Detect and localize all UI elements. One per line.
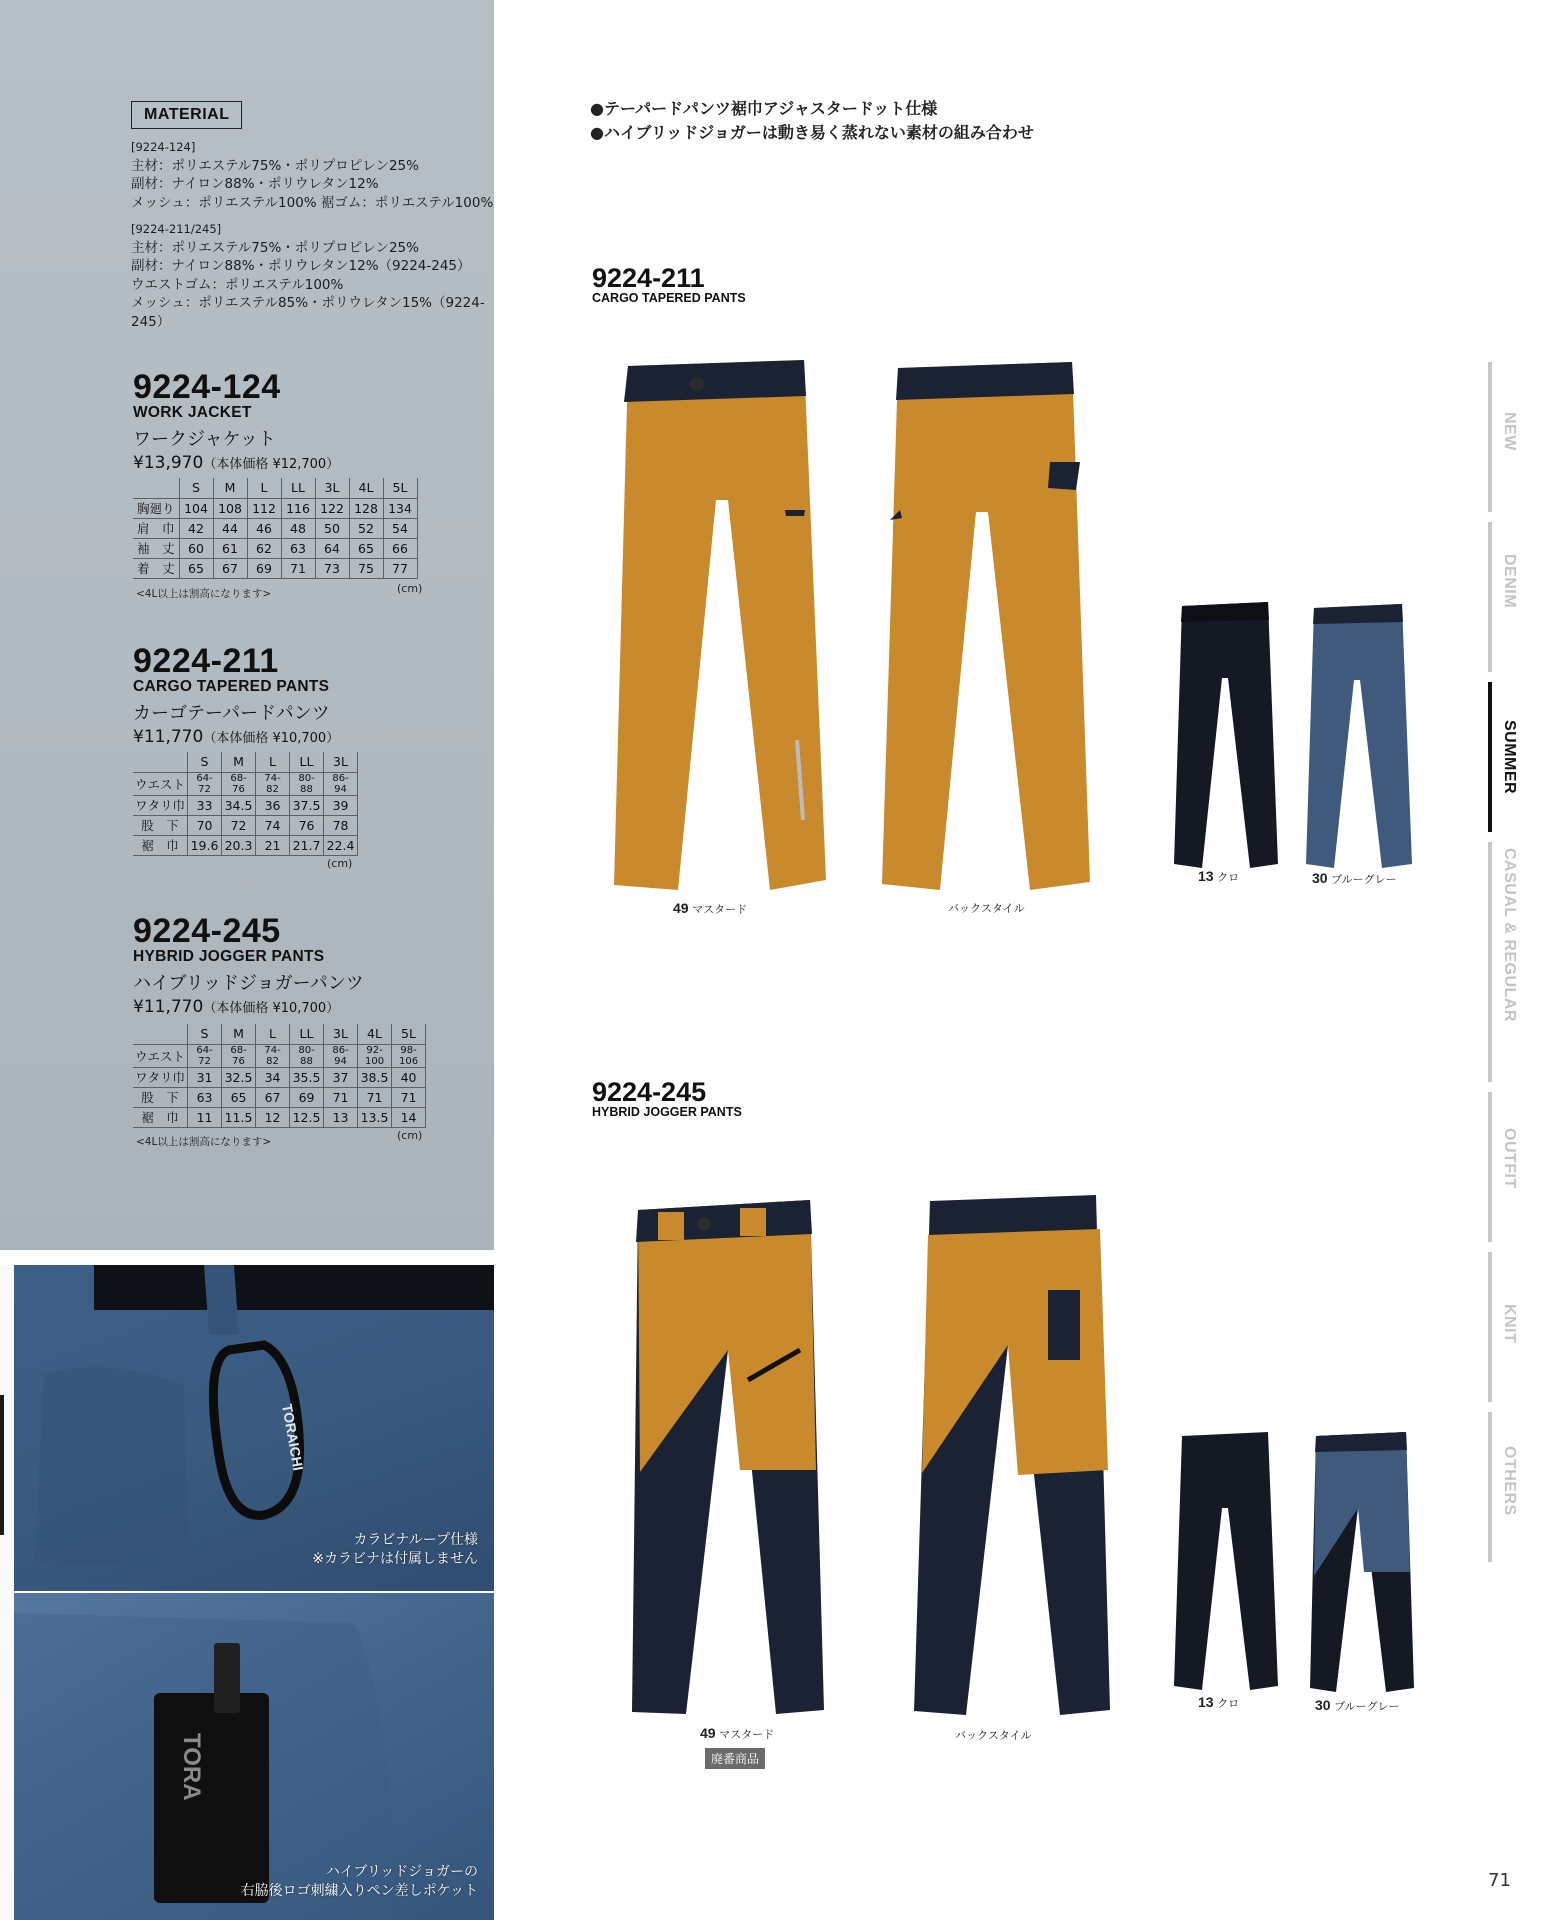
size-cell: 69 xyxy=(247,558,281,578)
row-label: 袖 丈 xyxy=(133,538,179,558)
size-cell: 35.5 xyxy=(290,1067,324,1087)
size-cell: 42 xyxy=(179,518,213,538)
nav-item-knit[interactable]: KNIT xyxy=(1488,1252,1518,1402)
size-cell: 80-88 xyxy=(290,1044,324,1067)
table-row xyxy=(133,835,358,855)
jogger-pants-bluegray-image xyxy=(1306,1432,1416,1694)
size-label: L xyxy=(247,478,281,498)
size-label: 3L xyxy=(315,478,349,498)
size-cell: 11.5 xyxy=(222,1107,256,1127)
size-cell: 74-82 xyxy=(256,1044,290,1067)
size-label: 3L xyxy=(324,1024,358,1044)
section-name: HYBRID JOGGER PANTS xyxy=(592,1105,742,1119)
color-caption: 13 クロ xyxy=(1198,1694,1240,1710)
product-name-ja: ハイブリッドジョガーパンツ xyxy=(133,973,364,994)
size-label: LL xyxy=(290,752,324,772)
size-cell: 50 xyxy=(315,518,349,538)
size-cell: 64-72 xyxy=(188,1044,222,1067)
feature-bullet: ●テーパードパンツ裾巾アジャスタードット仕様 xyxy=(590,99,938,118)
size-cell: 122 xyxy=(315,498,349,518)
size-cell: 14 xyxy=(392,1107,426,1127)
table-row xyxy=(133,558,417,578)
size-cell: 39 xyxy=(324,795,358,815)
size-cell: 13 xyxy=(324,1107,358,1127)
product-header-245 xyxy=(133,914,364,1020)
product-price: ¥11,770（本体価格 ¥10,700） xyxy=(133,997,340,1017)
color-caption: 49 マスタード xyxy=(700,1725,775,1741)
table-row xyxy=(133,1067,426,1087)
material-block-124: [9224-124] 主材：ポリエステル75%・ポリプロピレン25% 副材：ナイロン88%・ポリウレタン12% メッシュ：ポリエステル100% 裾ゴム：ポリエステル100% xyxy=(131,140,494,211)
size-cell: 68-76 xyxy=(222,1044,256,1067)
size-cell: 37 xyxy=(324,1067,358,1087)
section-number: 9224-211 xyxy=(592,263,705,293)
size-cell: 34.5 xyxy=(222,795,256,815)
svg-text:TORAICHI: TORAICHI xyxy=(279,1402,307,1472)
size-label: 4L xyxy=(358,1024,392,1044)
size-cell: 78 xyxy=(324,815,358,835)
product-header-211 xyxy=(133,644,339,750)
size-header-row xyxy=(133,478,417,498)
product-name-ja: カーゴテーパードパンツ xyxy=(133,703,330,724)
size-label: L xyxy=(256,1024,290,1044)
row-label: 裾 巾 xyxy=(133,1107,188,1127)
size-label: M xyxy=(213,478,247,498)
color-caption: バックスタイル xyxy=(955,1729,1032,1742)
size-label: M xyxy=(222,1024,256,1044)
size-label: S xyxy=(188,752,222,772)
row-label: 裾 巾 xyxy=(133,835,188,855)
size-cell: 13.5 xyxy=(358,1107,392,1127)
jogger-pants-black-image xyxy=(1170,1432,1280,1692)
product-price: ¥11,770（本体価格 ¥10,700） xyxy=(133,727,340,747)
carabiner-caption: カラビナループ仕様 ※カラビナは付属しません xyxy=(312,1532,478,1567)
spec-panel xyxy=(0,0,494,1250)
size-cell: 22.4 xyxy=(324,835,358,855)
size-note: <4L以上は割高になります> xyxy=(136,588,272,600)
table-row xyxy=(133,1044,426,1067)
size-cell: 44 xyxy=(213,518,247,538)
size-header-row xyxy=(133,752,358,772)
size-label: 3L xyxy=(324,752,358,772)
size-table-245 xyxy=(133,1024,426,1128)
size-cell: 73 xyxy=(315,558,349,578)
size-cell: 71 xyxy=(358,1087,392,1107)
size-cell: 31 xyxy=(188,1067,222,1087)
nav-item-outfit[interactable]: OUTFIT xyxy=(1488,1092,1518,1242)
size-cell: 52 xyxy=(349,518,383,538)
nav-item-new[interactable]: NEW xyxy=(1488,362,1518,512)
size-cell: 71 xyxy=(392,1087,426,1107)
product-name-en: WORK JACKET xyxy=(133,404,252,421)
size-cell: 116 xyxy=(281,498,315,518)
size-cell: 64-72 xyxy=(188,772,222,795)
discontinued-badge: 廃番商品 xyxy=(705,1748,765,1769)
row-label: ウエスト xyxy=(133,772,188,795)
product-name-en: HYBRID JOGGER PANTS xyxy=(133,948,325,965)
row-label: ウエスト xyxy=(133,1044,188,1067)
section-number: 9224-245 xyxy=(592,1077,707,1107)
row-label: 胸廻り xyxy=(133,498,179,518)
table-row xyxy=(133,772,358,795)
product-header-124 xyxy=(133,370,339,476)
cargo-pants-black-image xyxy=(1170,602,1280,870)
size-cell: 104 xyxy=(179,498,213,518)
size-label: LL xyxy=(290,1024,324,1044)
size-cell: 71 xyxy=(281,558,315,578)
size-cell: 11 xyxy=(188,1107,222,1127)
size-cell: 128 xyxy=(349,498,383,518)
table-row xyxy=(133,518,417,538)
size-cell: 48 xyxy=(281,518,315,538)
size-cell: 38.5 xyxy=(358,1067,392,1087)
product-number: 9224-245 xyxy=(133,912,281,950)
edge-strip xyxy=(0,1265,14,1920)
size-cell: 86-94 xyxy=(324,772,358,795)
size-cell: 63 xyxy=(188,1087,222,1107)
size-cell: 65 xyxy=(349,538,383,558)
size-label: 4L xyxy=(349,478,383,498)
nav-item-others[interactable]: OTHERS xyxy=(1488,1412,1518,1562)
material-block-211-245: [9224-211/245] 主材：ポリエステル75%・ポリプロピレン25% 副材：ナイロン88%・ポリウレタン12%（9224-245） ウエストゴム：ポリエステル100% メッシュ：ポリエステル85%・ポリウレタン15%（9224-245） xyxy=(131,222,485,330)
size-cell: 80-88 xyxy=(290,772,324,795)
size-cell: 77 xyxy=(383,558,417,578)
cargo-pants-bluegray-image xyxy=(1302,604,1414,870)
nav-item-summer[interactable]: SUMMER xyxy=(1488,682,1518,832)
size-table-124 xyxy=(133,478,418,579)
color-caption: 30 ブルーグレー xyxy=(1315,1697,1400,1713)
jogger-pants-front-image xyxy=(628,1200,838,1720)
size-cell: 67 xyxy=(256,1087,290,1107)
size-label: L xyxy=(256,752,290,772)
size-label: S xyxy=(179,478,213,498)
product-name-en: CARGO TAPERED PANTS xyxy=(133,678,330,695)
page-number: 71 xyxy=(1488,1870,1511,1891)
size-cell: 32.5 xyxy=(222,1067,256,1087)
cargo-pants-back-image xyxy=(880,362,1090,892)
size-note: <4L以上は割高になります> xyxy=(136,1136,272,1148)
size-cell: 70 xyxy=(188,815,222,835)
nav-item-denim[interactable]: DENIM xyxy=(1488,522,1518,672)
table-row xyxy=(133,498,417,518)
size-cell: 112 xyxy=(247,498,281,518)
color-caption: 30 ブルーグレー xyxy=(1312,870,1397,886)
size-label: S xyxy=(188,1024,222,1044)
size-cell: 76 xyxy=(290,815,324,835)
size-cell: 12.5 xyxy=(290,1107,324,1127)
product-price: ¥13,970（本体価格 ¥12,700） xyxy=(133,453,340,473)
row-label: ワタリ巾 xyxy=(133,1067,188,1087)
size-header-row xyxy=(133,1024,426,1044)
nav-item-casual-regular[interactable]: CASUAL & REGULAR xyxy=(1488,842,1518,1082)
product-name-ja: ワークジャケット xyxy=(133,429,276,450)
table-row xyxy=(133,815,358,835)
size-cell: 63 xyxy=(281,538,315,558)
row-label: 着 丈 xyxy=(133,558,179,578)
size-unit: (cm) xyxy=(327,857,353,870)
row-label: 股 下 xyxy=(133,1087,188,1107)
table-row xyxy=(133,1107,426,1127)
size-cell: 33 xyxy=(188,795,222,815)
size-cell: 40 xyxy=(392,1067,426,1087)
material-badge: MATERIAL xyxy=(131,101,242,129)
size-cell: 65 xyxy=(179,558,213,578)
size-cell: 65 xyxy=(222,1087,256,1107)
table-row xyxy=(133,1087,426,1107)
size-cell: 20.3 xyxy=(222,835,256,855)
size-cell: 134 xyxy=(383,498,417,518)
size-cell: 12 xyxy=(256,1107,290,1127)
product-number: 9224-211 xyxy=(133,642,279,680)
size-label: 5L xyxy=(392,1024,426,1044)
size-cell: 67 xyxy=(213,558,247,578)
size-cell: 108 xyxy=(213,498,247,518)
table-row xyxy=(133,538,417,558)
size-cell: 46 xyxy=(247,518,281,538)
size-cell: 61 xyxy=(213,538,247,558)
size-cell: 92-100 xyxy=(358,1044,392,1067)
feature-bullet: ●ハイブリッドジョガーは動き易く蒸れない素材の組み合わせ xyxy=(590,123,1034,142)
row-label: 肩 巾 xyxy=(133,518,179,538)
size-cell: 64 xyxy=(315,538,349,558)
size-cell: 60 xyxy=(179,538,213,558)
svg-text:TORA: TORA xyxy=(178,1733,205,1801)
size-table-211 xyxy=(133,752,358,856)
row-label: ワタリ巾 xyxy=(133,795,188,815)
pen-pocket-photo xyxy=(14,1593,494,1920)
size-cell: 36 xyxy=(256,795,290,815)
carabiner-loop-photo xyxy=(14,1265,494,1591)
row-label: 股 下 xyxy=(133,815,188,835)
size-cell: 74-82 xyxy=(256,772,290,795)
color-caption: バックスタイル xyxy=(948,902,1025,915)
table-row xyxy=(133,795,358,815)
size-label: 5L xyxy=(383,478,417,498)
cargo-pants-front-image xyxy=(600,360,830,895)
size-cell: 54 xyxy=(383,518,417,538)
size-cell: 62 xyxy=(247,538,281,558)
color-caption: 13 クロ xyxy=(1198,868,1240,884)
size-cell: 71 xyxy=(324,1087,358,1107)
size-cell: 74 xyxy=(256,815,290,835)
section-name: CARGO TAPERED PANTS xyxy=(592,291,746,305)
size-unit: (cm) xyxy=(397,1129,423,1142)
size-label: M xyxy=(222,752,256,772)
pen-pocket-caption: ハイブリッドジョガーの 右脇後ロゴ刺繍入りペン差しポケット xyxy=(240,1864,478,1899)
size-cell: 37.5 xyxy=(290,795,324,815)
size-cell: 69 xyxy=(290,1087,324,1107)
jogger-pants-back-image xyxy=(910,1195,1120,1720)
size-cell: 68-76 xyxy=(222,772,256,795)
size-label: LL xyxy=(281,478,315,498)
size-cell: 34 xyxy=(256,1067,290,1087)
size-cell: 21.7 xyxy=(290,835,324,855)
product-number: 9224-124 xyxy=(133,368,281,406)
size-unit: (cm) xyxy=(397,582,423,595)
size-cell: 72 xyxy=(222,815,256,835)
size-cell: 86-94 xyxy=(324,1044,358,1067)
size-cell: 66 xyxy=(383,538,417,558)
size-cell: 75 xyxy=(349,558,383,578)
size-cell: 19.6 xyxy=(188,835,222,855)
color-caption: 49 マスタード xyxy=(673,900,748,916)
size-cell: 98-106 xyxy=(392,1044,426,1067)
size-cell: 21 xyxy=(256,835,290,855)
